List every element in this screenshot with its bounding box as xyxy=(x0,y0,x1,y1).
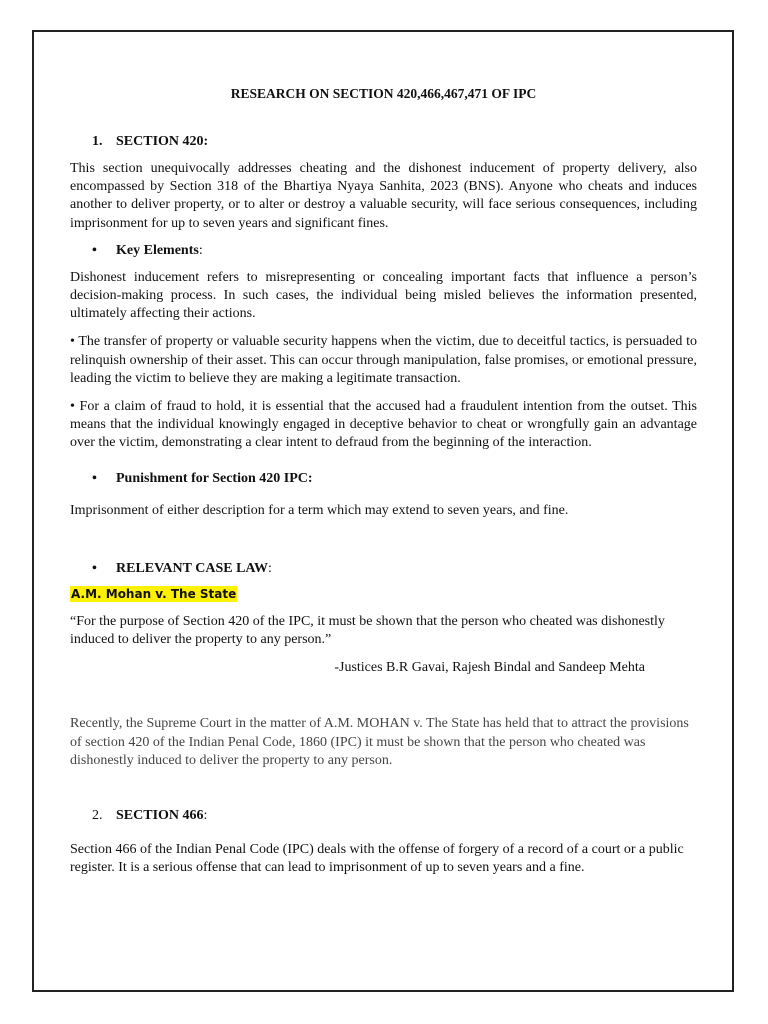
case-quote: “For the purpose of Section 420 of the IPC, it must be shown that the person who cheated was dishonestly induced to deliver the property to any person.” xyxy=(70,613,665,648)
punishment-text: Imprisonment of either description for a term which may extend to seven years, and fine. xyxy=(70,502,569,518)
key-elements-heading xyxy=(70,243,697,259)
document-title: RESEARCH ON SECTION 420,466,467,471 OF IPC xyxy=(230,86,537,101)
section-title-colon: : xyxy=(203,808,208,824)
section-420-intro: This section unequivocally addresses cheating and the dishonest inducement of property delivery, also encompassed by Section 318 of the Bhartiya Nyaya Sanhita, 2023 (BNS). Anyone who cheats and induces another to deliver property, or to alter or destroy a valuable security, will face serious consequences, including imprisonment for up to seven years and significant fines. xyxy=(70,161,697,231)
bullet-icon: • xyxy=(92,560,97,576)
bullet-icon: • xyxy=(92,242,97,258)
quote-attribution: -Justices B.R Gavai, Rajesh Bindal and Sandeep Mehta xyxy=(334,660,645,676)
section-466-heading xyxy=(92,808,697,824)
paragraph-dishonest-inducement: Dishonest inducement refers to misrepresenting or concealing important facts that influence a person’s decision-making process. In such cases, the individual being misled believes the information presented, ultimately affecting their actions. xyxy=(70,269,697,322)
case-name-row xyxy=(70,585,697,603)
punishment-label: Punishment for Section 420 IPC: xyxy=(116,470,313,486)
bullet-icon: • xyxy=(92,470,97,486)
document-body xyxy=(70,86,697,877)
paragraph-transfer-of-property: • The transfer of property or valuable security happens when the victim, due to deceitful tactics, is persuaded to relinquish ownership of their asset. This can occur through manipulation, false promises, or emotional pressure, leading the victim to believe they are making a legitimate transaction. xyxy=(70,334,697,386)
case-law-heading xyxy=(70,561,697,577)
section-title: SECTION 420: xyxy=(116,134,209,149)
section-420-heading xyxy=(92,134,697,150)
key-elements-colon: : xyxy=(198,242,203,258)
punishment-heading xyxy=(70,471,697,487)
section-number: 1. xyxy=(92,134,103,149)
case-law-label: RELEVANT CASE LAW xyxy=(116,560,268,576)
section-number: 2. xyxy=(92,808,103,824)
paragraph-fraudulent-intention: • For a claim of fraud to hold, it is essential that the accused had a fraudulent intention from the outset. This means that the individual knowingly engaged in deceptive behavior to cheat or wrongfully gain an advantage over the victim, demonstrating a clear intent to defraud from the beginning of the interaction. xyxy=(70,399,697,451)
case-summary: Recently, the Supreme Court in the matter of A.M. MOHAN v. The State has held that to attract the provisions of section 420 of the Indian Penal Code, 1860 (IPC) it must be shown that the person who cheated was dishonestly induced to deliver the property to any person. xyxy=(70,716,689,768)
section-title: SECTION 466 xyxy=(116,808,204,824)
case-law-colon: : xyxy=(267,560,272,576)
case-name-highlight: A.M. Mohan v. The State xyxy=(71,586,237,601)
section-466-text: Section 466 of the Indian Penal Code (IPC) deals with the offense of forgery of a record of a court or a public register. It is a serious offense that can lead to imprisonment of up to seven years and a fine. xyxy=(70,842,684,876)
key-elements-label: Key Elements xyxy=(116,242,199,258)
